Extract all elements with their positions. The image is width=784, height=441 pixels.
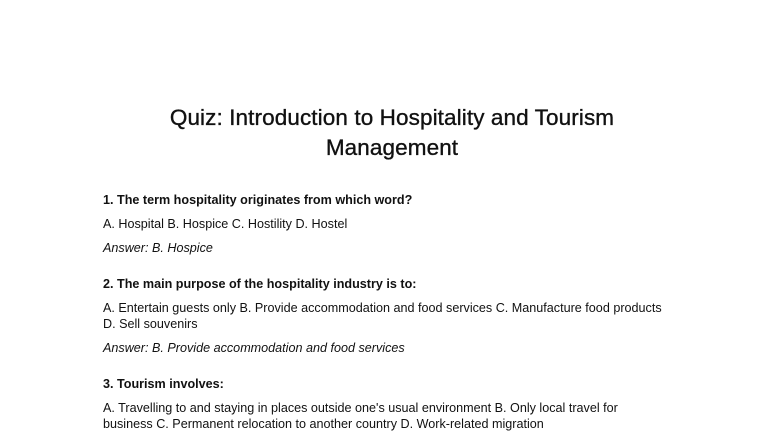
- question-text: 1. The term hospitality originates from which word?: [103, 193, 413, 207]
- question-options: A. Entertain guests only B. Provide accommodation and food services C. Manufacture food products D. Sell souvenirs: [103, 301, 662, 331]
- question-block-1: [103, 192, 663, 256]
- question-answer: Answer: B. Hospice: [103, 241, 213, 255]
- question-options: A. Travelling to and staying in places outside one's usual environment B. Only local travel for business C. Permanent relocation to another country D. Work-related migration: [103, 401, 618, 431]
- page-title-line-2: Management: [325, 135, 459, 160]
- question-answer: Answer: B. Provide accommodation and food services: [103, 341, 405, 355]
- question-text: 2. The main purpose of the hospitality industry is to:: [103, 277, 417, 291]
- question-options: A. Hospital B. Hospice C. Hostility D. Hostel: [103, 217, 348, 231]
- page-title: [0, 103, 784, 163]
- page-title-line-1: Quiz: Introduction to Hospitality and Tourism: [169, 105, 615, 130]
- question-block-2: [103, 276, 663, 356]
- question-text: 3. Tourism involves:: [103, 377, 224, 391]
- question-block-3: [103, 376, 663, 432]
